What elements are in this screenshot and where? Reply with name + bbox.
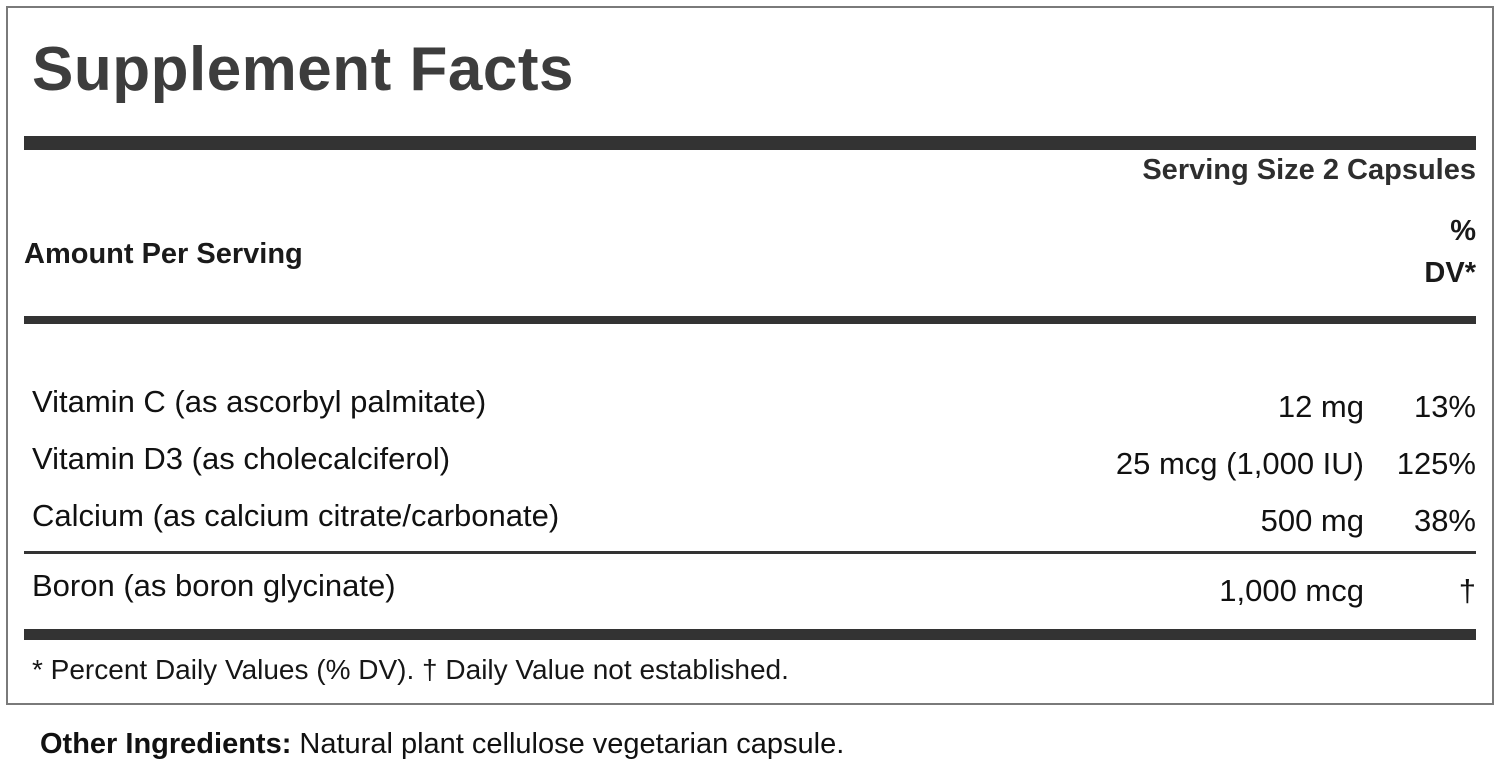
- dv-label: DV*: [1424, 257, 1476, 289]
- other-ingredients-text: Natural plant cellulose vegetarian capsule.: [291, 728, 845, 760]
- amount-per-serving-heading: Amount Per Serving: [24, 237, 303, 270]
- nutrient-table: [24, 374, 1476, 615]
- row-separator-rule: [24, 551, 1476, 554]
- panel-title: Supplement Facts: [32, 35, 574, 104]
- nutrient-name: Vitamin C (as ascorbyl palmitate): [32, 384, 487, 419]
- serving-size-text: Serving Size 2 Capsules: [1142, 154, 1476, 186]
- percent-dv-heading: [1424, 212, 1476, 296]
- nutrient-amount: 1,000 mcg: [1219, 573, 1364, 608]
- percent-symbol: %: [1450, 215, 1476, 247]
- nutrient-dv: 13%: [1413, 389, 1476, 424]
- other-ingredients-line: [40, 728, 844, 761]
- nutrient-amount: 500 mg: [1260, 503, 1364, 538]
- header-divider-bar: [24, 316, 1476, 324]
- supplement-facts-panel: [6, 6, 1494, 705]
- nutrient-dv: †: [1458, 573, 1476, 608]
- nutrient-name: Calcium (as calcium citrate/carbonate): [32, 498, 560, 533]
- daily-value-footnote: * Percent Daily Values (% DV). † Daily Value not established.: [32, 654, 789, 685]
- table-row: [24, 431, 1476, 488]
- table-row: [24, 488, 1476, 545]
- nutrient-name: Vitamin D3 (as cholecalciferol): [32, 441, 451, 476]
- nutrient-name: Boron (as boron glycinate): [32, 568, 396, 603]
- nutrient-amount: 12 mg: [1277, 389, 1364, 424]
- nutrient-amount: 25 mcg (1,000 IU): [1115, 446, 1364, 481]
- table-header: [24, 212, 1476, 296]
- title-divider-bar: [24, 136, 1476, 150]
- nutrient-dv: 125%: [1396, 446, 1476, 481]
- nutrient-dv: 38%: [1413, 503, 1476, 538]
- footnote-divider-bar: [24, 629, 1476, 640]
- other-ingredients-label: Other Ingredients:: [40, 728, 292, 760]
- table-row: [24, 558, 1476, 615]
- table-row: [24, 374, 1476, 431]
